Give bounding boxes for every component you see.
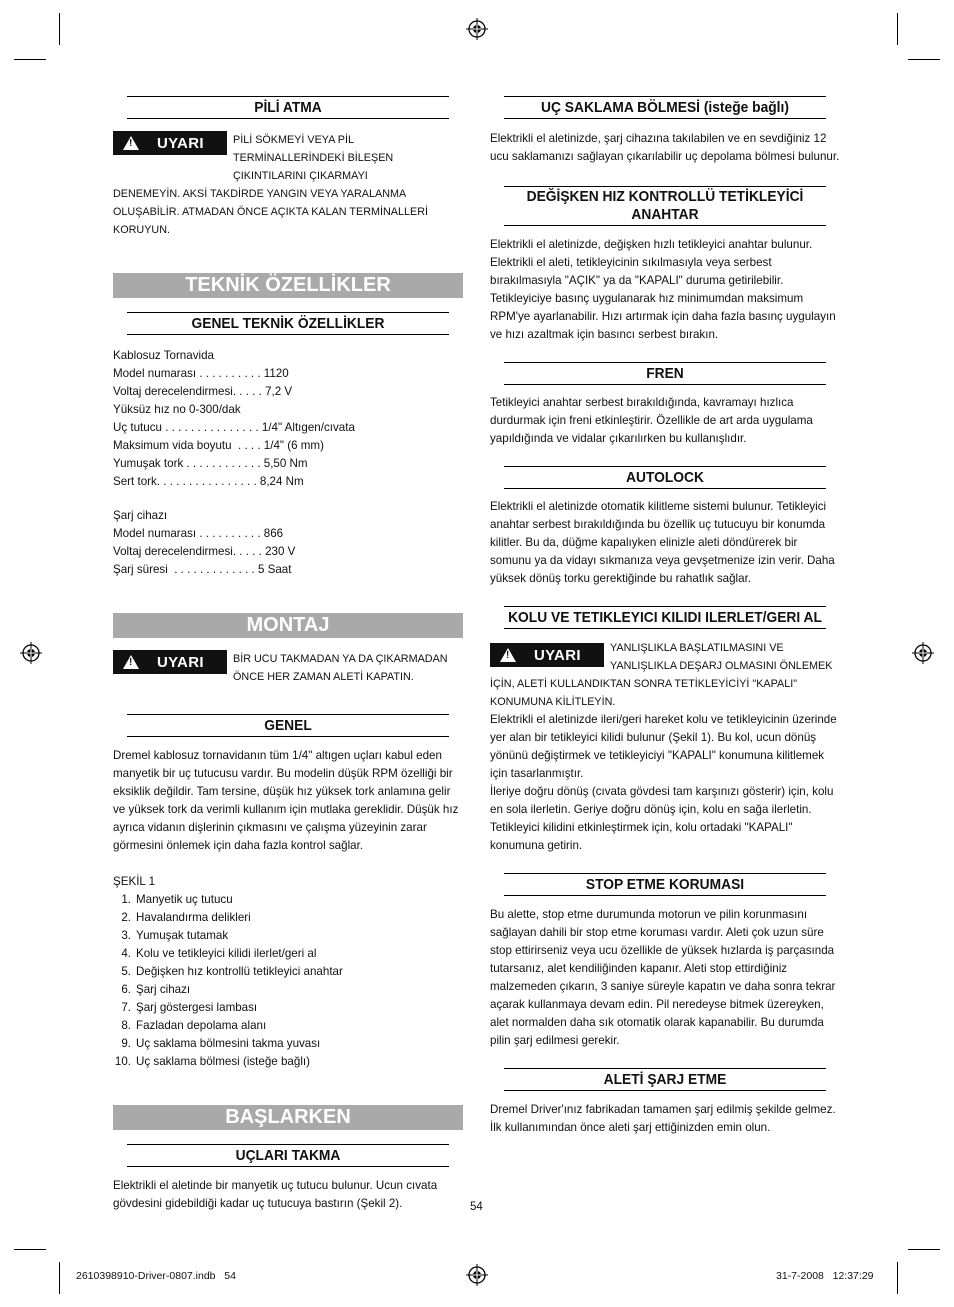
warning-triangle-icon: !: [123, 655, 139, 669]
spec-row: Yumuşak tork . . . . . . . . . . . . 5,50 Nm: [113, 457, 308, 470]
warning-label: UYARI: [157, 134, 204, 152]
crop-mark: [897, 1262, 898, 1294]
list-item: 6. Şarj cihazı: [121, 983, 191, 996]
spec-row: Voltaj derecelendirmesi. . . . . 7,2 V: [113, 385, 293, 398]
crop-mark: [908, 1249, 940, 1250]
spec-row: Model numarası . . . . . . . . . . 866: [113, 527, 284, 540]
tool-name: Kablosuz Tornavida: [113, 349, 214, 362]
paragraph: Dremel kablosuz tornavidanın tüm 1/4" altıgen uçları kabul eden manyetik bir uç tutucusu vardır. Bu modelin düşük RPM özelliği bir eksiklik değildir. Tam tersine, düşük hız yüksek tork anlamına gelir ve yüksek tork da verimli kullanım için mutlaka gereklidir. Düşük hız ayrıca vidanın dişlerinin çıkmasını ve çalışma yüzeyinin zarar görmesini önlemek için daha fazla kontrol sağlar.: [113, 749, 459, 852]
registration-mark-icon: [466, 1264, 488, 1286]
paragraph: İleriye doğru dönüş (cıvata gövdesi tam karşınızı gösterir) için, kolu en sola ilerletin. Geriye doğru dönüş için, kolu en sağa ilerletin. Tetikleyici kilidini etkinleştirmek için, kolu ortadaki "KAPALI" konumuna getirin.: [490, 785, 834, 852]
spec-row: Yüksüz hız no 0-300/dak: [113, 403, 241, 416]
section-heading-uc-saklama: UÇ SAKLAMA BÖLMESİ (isteğe bağlı): [504, 96, 826, 119]
warning-text-full: İÇİN, ALETİ KULLANDIKTAN SONRA TETİKLEYİCİYİ "KAPALI" KONUMUNA KİLİTLEYİN.: [490, 678, 798, 708]
warning-label: UYARI: [157, 653, 204, 671]
warning-text-right: PİLİ SÖKMEYİ VEYA PİL TERMİNALLERİNDEKİ BİLEŞEN ÇIKINTILARINI ÇIKARMAYI: [233, 134, 394, 182]
footer-timestamp: 31-7-2008 12:37:29: [776, 1270, 874, 1282]
crop-mark: [14, 59, 46, 60]
registration-mark-icon: [912, 642, 934, 664]
warning-label: UYARI: [534, 646, 581, 664]
crop-mark: [14, 1249, 46, 1250]
paragraph: Elektrikli el aletinizde otomatik kilitleme sistemi bulunur. Tetikleyici anahtar serbest bırakıldığında bu özellik uç tutucuyu bir konumda kilitler. Bu da, düğme kapalıyken elinizle aleti döndürerek bir somunu ya da vidayı sıkmanıza veya gevşetmenize izin verir. Daha yüksek dönüş torku gerektiğinde bu rahatlık sağlar.: [490, 500, 835, 585]
spec-row: Maksimum vida boyutu . . . . 1/4" (6 mm): [113, 439, 324, 452]
paragraph: Dremel Driver'ınız fabrikadan tamamen şarj edilmiş şekilde gelmez. İlk kullanımından önce aleti şarj ettiğinizden emin olun.: [490, 1103, 836, 1134]
paragraph: Tetikleyici anahtar serbest bırakıldığında, kavramayı hızlıca durdurmak için freni etkinleştirir. Özellikle de art arda uygulama yapıldığında ve vidalar çıkarılırken bu kullanışlıdır.: [490, 396, 813, 445]
footer-file-info: 2610398910-Driver-0807.indb 54: [76, 1270, 236, 1282]
section-heading-stop: STOP ETME KORUMASI: [504, 873, 826, 896]
heading-line: DEĞİŞKEN HIZ KONTROLLÜ TETİKLEYİCİ: [526, 188, 804, 205]
paragraph: Elektrikli el aletinizde, değişken hızlı tetikleyici anahtar bulunur. Elektrikli el aleti, tetikleyicinin sıkılmasıyla veya serbest bırakılmasıyla "AÇIK" ya da "KAPALI" duruma getirilebilir. Tetikleyiciye basınç uygulanarak hız minimumdan maksimum RPM'ye ayarlanabilir. Hızı artırmak için daha fazla basınç uygulayın ve hızı azaltmak için basıncı serbest bırakın.: [490, 238, 836, 341]
figure-title: ŞEKİL 1: [113, 875, 156, 888]
crop-mark: [908, 59, 940, 60]
registration-mark-icon: [20, 642, 42, 664]
paragraph: Bu alette, stop etme durumunda motorun ve pilin korunmasını sağlayan dahili bir stop etme koruması vardır. Aleti çok uzun süre stop ettirirseniz veya ucu özellikle de yüksek hızlarda iş parçasında tutarsanız, alet kendiliğinden kapanır. Aleti stop ettirdiğiniz malzemeden çıkarın, 3 saniye süreyle kapatın ve daha sonra tekrar açarak kullanmaya devam edin. Pil neredeyse bitmek üzereyken, alet normalden daha sık otomatik olarak kapanabilir. Bu durumda pilin şarj edilmesi gerekir.: [490, 908, 836, 1047]
registration-mark-icon: [466, 18, 488, 40]
list-item: 8. Fazladan depolama alanı: [121, 1019, 267, 1032]
left-column: [113, 96, 463, 1213]
section-heading-pili-atma: PİLİ ATMA: [127, 96, 449, 119]
paragraph: Elektrikli el aletinizde, şarj cihazına takılabilen ve en sevdiğiniz 12 ucu saklamanızı sağlayan çıkarılabilir uç depolama bölmesi bulunur.: [490, 132, 840, 163]
section-heading-sarj: ALETİ ŞARJ ETME: [504, 1068, 826, 1091]
warning-block-pili-atma: [113, 131, 463, 239]
warning-block-montaj: [113, 650, 463, 686]
list-item: 10. Uç saklama bölmesi (isteğe bağlı): [114, 1055, 310, 1068]
right-column: [490, 96, 840, 1137]
list-item: 2. Havalandırma delikleri: [121, 911, 251, 924]
crop-mark: [897, 13, 898, 45]
section-heading-uclari-takma: UÇLARI TAKMA: [127, 1144, 449, 1167]
list-item: 3. Yumuşak tutamak: [121, 929, 229, 942]
section-heading-genel-teknik: GENEL TEKNİK ÖZELLİKLER: [127, 312, 449, 335]
warning-badge: [113, 650, 227, 674]
crop-mark: [59, 13, 60, 45]
section-banner-teknik: TEKNİK ÖZELLİKLER: [113, 273, 463, 298]
section-heading-genel: GENEL: [127, 714, 449, 737]
charger-name: Şarj cihazı: [113, 509, 168, 522]
warning-text-right: YANLIŞLIKLA BAŞLATILMASINI VE YANLIŞLIKLA DEŞARJ OLMASINI ÖNLEMEK: [610, 642, 833, 672]
warning-text-right: BİR UCU TAKMADAN YA DA ÇIKARMADAN ÖNCE HER ZAMAN ALETİ KAPATIN.: [233, 653, 448, 683]
warning-triangle-icon: !: [123, 136, 139, 150]
list-item: 4. Kolu ve tetikleyici kilidi ilerlet/geri al: [121, 947, 317, 960]
page-number: 54: [470, 1201, 483, 1213]
section-banner-baslarken: BAŞLARKEN: [113, 1105, 463, 1130]
list-item: 7. Şarj göstergesi lambası: [121, 1001, 258, 1014]
paragraph: Elektrikli el aletinde bir manyetik uç tutucu bulunur. Ucun cıvata gövdesini gidebildiği kadar uç tutucuya bastırın (Şekil 2).: [113, 1179, 438, 1210]
warning-text-full: DENEMEYİN. AKSİ TAKDİRDE YANGIN VEYA YARALANMA OLUŞABİLİR. ATMADAN ÖNCE AÇIKTA KALAN TERMİNALLERİ KORUYUN.: [113, 188, 428, 236]
spec-list: [113, 347, 463, 579]
warning-block-kolu: [490, 639, 840, 711]
spec-row: Uç tutucu . . . . . . . . . . . . . . . 1/4" Altıgen/cıvata: [113, 421, 355, 434]
spec-row: Voltaj derecelendirmesi. . . . . 230 V: [113, 545, 296, 558]
section-heading-degisken: [504, 186, 826, 226]
list-item: 1. Manyetik uç tutucu: [121, 893, 233, 906]
paragraph: Elektrikli el aletinizde ileri/geri hareket kolu ve tetikleyicinin üzerinde yer alan bir tetikleyici kilidi bulunur (Şekil 1). Bu kol, ucun dönüş yönünü değiştirmek ve tetikleyiciyi "KAPALI" konumuna kilitlemek için tasarlanmıştır.: [490, 713, 837, 780]
section-banner-montaj: MONTAJ: [113, 613, 463, 638]
figure-legend-list: [113, 891, 463, 1071]
crop-mark: [59, 1262, 60, 1294]
warning-badge: [490, 643, 604, 667]
list-item: 5. Değişken hız kontrollü tetikleyici anahtar: [121, 965, 343, 978]
heading-line: ANAHTAR: [631, 206, 699, 223]
warning-triangle-icon: !: [500, 648, 516, 662]
section-heading-fren: FREN: [504, 362, 826, 385]
spec-row: Model numarası . . . . . . . . . . 1120: [113, 367, 289, 380]
list-item: 9. Uç saklama bölmesini takma yuvası: [121, 1037, 321, 1050]
section-heading-kolu: KOLU VE TETIKLEYICI KILIDI ILERLET/GERI AL: [504, 606, 826, 629]
spec-row: Sert tork. . . . . . . . . . . . . . . . 8,24 Nm: [113, 475, 304, 488]
spec-row: Şarj süresi . . . . . . . . . . . . . 5 Saat: [113, 563, 292, 576]
warning-badge: [113, 131, 227, 155]
section-heading-autolock: AUTOLOCK: [504, 466, 826, 489]
